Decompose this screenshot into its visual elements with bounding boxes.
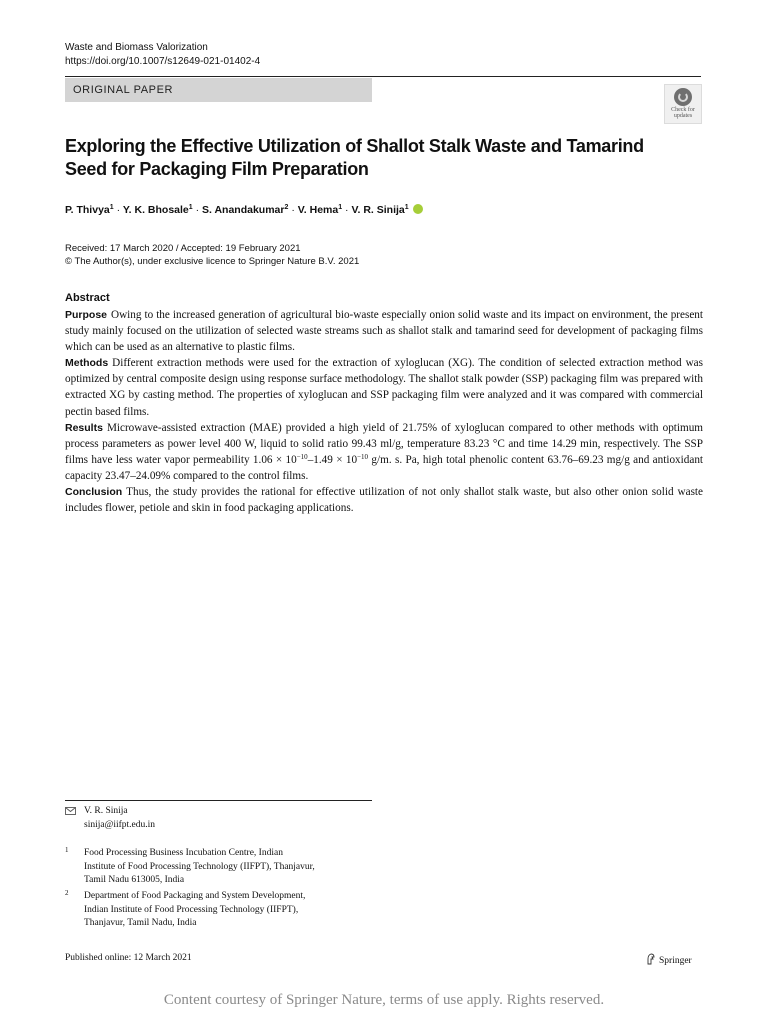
affiliation-line: Institute of Food Processing Technology (IIFPT), Thanjavur, xyxy=(84,861,315,872)
orcid-icon[interactable] xyxy=(413,204,423,214)
affiliation-marker: 1 xyxy=(404,204,409,211)
journal-header xyxy=(65,41,260,69)
methods-text: Different extraction methods were used for the extraction of xyloglucan (XG). The condition of selected extraction method was optimized by central composite design using response surface methodology. The shallot stalk powder (SSP) packaging film was prepared with extracted XG by casting method. The properties of xyloglucan and SSP packaging film were analyzed and it was compared with commercial pectin based films. xyxy=(65,357,703,418)
article-type-banner: ORIGINAL PAPER xyxy=(65,78,372,102)
results-text: Microwave-assisted extraction (MAE) provided a high yield of 21.75% of xyloglucan compared to other methods with optimum process parameters as power level 400 W, liquid to solid ratio 99.43 ml/g, temperature 83.23 °C and time 14.29 min, respectively. The SSP films have less water vapor permeability 1.06 × 10 xyxy=(65,421,703,466)
affiliation-item xyxy=(65,847,365,888)
check-for-updates-button[interactable] xyxy=(664,84,702,124)
copyright-line: © The Author(s), under exclusive licence to Springer Nature B.V. 2021 xyxy=(65,256,360,267)
envelope-icon xyxy=(65,807,76,815)
section-label: Conclusion xyxy=(65,486,123,499)
article-dates xyxy=(65,242,359,268)
abstract-body xyxy=(65,307,703,516)
badge-line-1: Check for xyxy=(671,107,695,113)
author-separator: · xyxy=(195,204,200,216)
received-accepted: Received: 17 March 2020 / Accepted: 19 February 2021 xyxy=(65,243,301,254)
publisher-name: Springer xyxy=(659,956,692,966)
affiliation-line: Thanjavur, Tamil Nadu, India xyxy=(84,918,197,928)
affiliation-line: Indian Institute of Food Processing Technology (IIFPT), xyxy=(84,904,299,915)
author-separator: · xyxy=(345,204,349,216)
check-updates-icon xyxy=(674,88,692,106)
author-name[interactable]: P. Thivya xyxy=(65,204,110,216)
results-text: –1.49 × 10 xyxy=(307,453,358,466)
affiliation-marker: 1 xyxy=(338,204,343,211)
author-name[interactable]: Y. K. Bhosale xyxy=(122,204,189,216)
paper-title: Exploring the Effective Utilization of Shallot Stalk Waste and Tamarind Seed for Packaging Film Preparation xyxy=(65,136,644,179)
author-separator: · xyxy=(291,204,295,216)
corresponding-author xyxy=(65,804,155,832)
section-label: Methods xyxy=(65,357,109,370)
author-name[interactable]: V. Hema xyxy=(297,204,339,216)
footnote-rule xyxy=(65,800,372,801)
courtesy-notice: Content courtesy of Springer Nature, terms of use apply. Rights reserved. xyxy=(163,992,605,1008)
corresponding-name: V. R. Sinija xyxy=(84,806,128,816)
author-list xyxy=(65,204,423,216)
affiliation-marker: 1 xyxy=(188,204,193,211)
affiliation-marker: 1 xyxy=(109,204,114,211)
abstract-purpose xyxy=(65,307,703,355)
affiliation-line: Department of Food Packaging and System Development, xyxy=(84,891,306,901)
affiliation-item xyxy=(65,890,365,931)
doi-link[interactable]: https://doi.org/10.1007/s12649-021-01402-4 xyxy=(65,56,261,67)
corresponding-email[interactable]: sinija@iifpt.edu.in xyxy=(84,820,156,830)
section-label: Results xyxy=(65,421,103,434)
affiliation-number: 2 xyxy=(65,889,69,897)
affiliation-marker: 2 xyxy=(284,204,289,211)
journal-name: Waste and Biomass Valorization xyxy=(65,42,208,53)
author-separator: · xyxy=(116,204,121,216)
affiliation-number: 1 xyxy=(65,846,69,854)
springer-horse-icon xyxy=(646,953,656,965)
results-text: g/m. s. Pa, high total phenolic content 63.76–69.23 mg/g and antioxidant capacity 23.47–24.09% compared to the control films. xyxy=(65,453,704,482)
affiliation-line: Food Processing Business Incubation Centre, Indian xyxy=(84,848,283,858)
abstract-conclusion xyxy=(65,484,703,516)
abstract-methods xyxy=(65,355,703,419)
exponent: −10 xyxy=(296,452,308,461)
springer-logo[interactable] xyxy=(646,953,692,966)
author-name[interactable]: S. Anandakumar xyxy=(202,204,285,216)
header-rule xyxy=(65,76,701,77)
affiliation-line: Tamil Nadu 613005, India xyxy=(84,875,185,885)
author-name[interactable]: V. R. Sinija xyxy=(351,204,405,216)
published-online-date: Published online: 12 March 2021 xyxy=(65,953,192,963)
purpose-text: Owing to the increased generation of agricultural bio-waste especially onion solid waste and its impact on environment, the present study mainly focused on the utilization of selected waste streams such as shallot stalk and tamarind seed for development of packaging films which can be used as an alternative to plastic films. xyxy=(65,309,703,354)
abstract-results xyxy=(65,420,703,484)
exponent: −10 xyxy=(357,452,369,461)
section-label: Purpose xyxy=(65,309,108,321)
conclusion-text: Thus, the study provides the rational for effective utilization of not only shallot stalk waste, but also other onion solid waste includes flower, petiole and skin in food packaging applications. xyxy=(65,486,703,515)
abstract-heading: Abstract xyxy=(65,292,110,304)
badge-line-2: updates xyxy=(673,113,693,119)
